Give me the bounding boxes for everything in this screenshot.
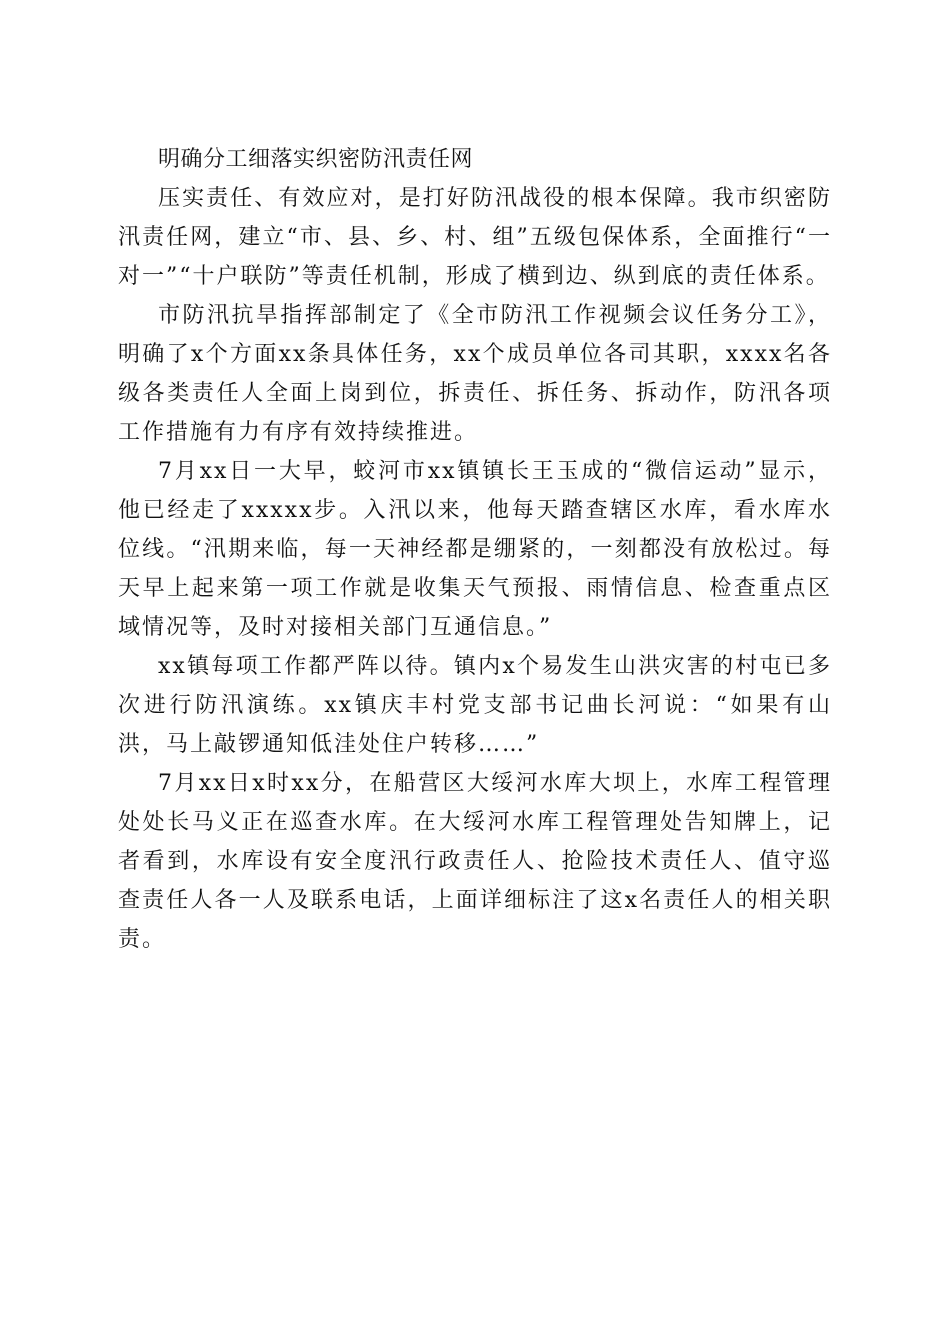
paragraph-town-mayor: 7月xx日一大早，蛟河市xx镇镇长王玉成的“微信运动”显示，他已经走了xxxxx步。入汛以来，他每天踏查辖区水库，看水库水位线。“汛期来临，每一天神经都是绷紧的，一刻都没有放松过。每天早上起来第一项工作就是收集天气预报、雨情信息、检查重点区域情况等，及时对接相关部门互通信息。” xyxy=(118,459,832,640)
paragraph-task-division: 市防汛抗旱指挥部制定了《全市防汛工作视频会议任务分工》，明确了x个方面xx条具体任务，xx个成员单位各司其职，xxxx名各级各类责任人全面上岗到位，拆责任、拆任务、拆动作，防汛各项工作措施有力有序有效持续推进。 xyxy=(118,303,832,445)
paragraph-responsibility-network: 压实责任、有效应对，是打好防汛战役的根本保障。我市织密防汛责任网，建立“市、县、乡、村、组”五级包保体系，全面推行“一对一”“十户联防”等责任机制，形成了横到边、纵到底的责任体系。 xyxy=(118,186,832,289)
paragraph-flood-drill: xx镇每项工作都严阵以待。镇内x个易发生山洪灾害的村屯已多次进行防汛演练。xx镇庆丰村党支部书记曲长河说：“如果有山洪，马上敲锣通知低洼处住户转移……” xyxy=(118,654,832,757)
document-body xyxy=(118,140,832,959)
section-heading: 明确分工细落实织密防汛责任网 xyxy=(158,147,474,172)
paragraph-reservoir-inspection: 7月xx日x时xx分，在船营区大绥河水库大坝上，水库工程管理处处长马义正在巡查水库。在大绥河水库工程管理处告知牌上，记者看到，水库设有安全度汛行政责任人、抢险技术责任人、值守巡查责任人各一人及联系电话，上面详细标注了这x名责任人的相关职责。 xyxy=(118,771,832,952)
